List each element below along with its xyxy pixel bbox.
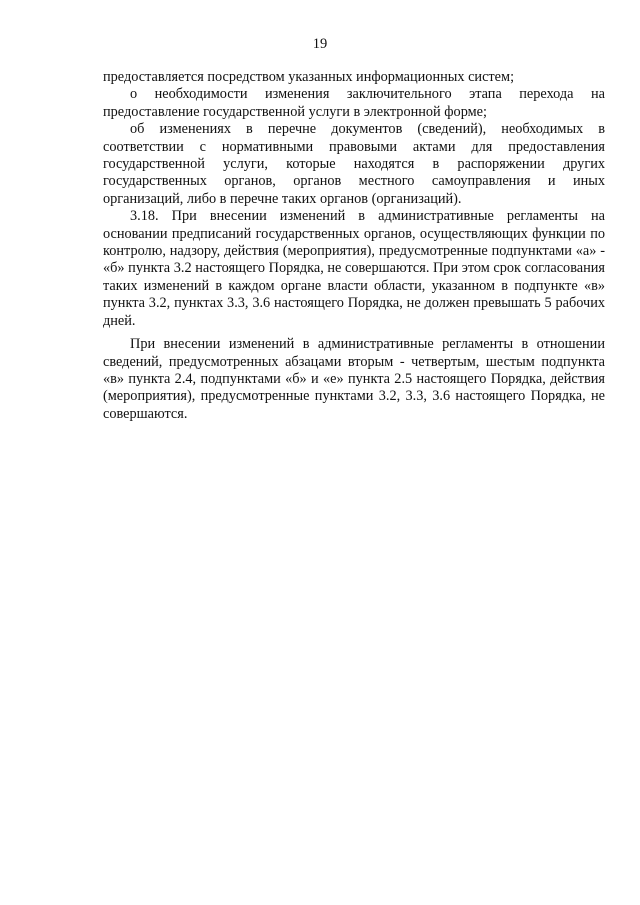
page-number: 19 bbox=[312, 36, 328, 52]
document-body bbox=[103, 69, 605, 423]
paragraph-section-3-18: 3.18. При внесении изменений в административные регламенты на основании предписаний государственных органов, осуществляющих функции по контролю, надзору, действия (мероприятия), предусмотренные подпунктами «а» - «б» пункта 3.2 настоящего Порядка, не совершаются. При этом срок согласования таких изменений в каждом органе власти области, указанном в подпункте «в» пункта 3.2, пунктах 3.3, 3.6 настоящего Порядка, не должен превышать 5 рабочих дней. bbox=[103, 208, 605, 329]
paragraph-regulation-changes: При внесении изменений в административные регламенты в отношении сведений, предусмотренных абзацами вторым - четвертым, шестым подпункта «в» пункта 2.4, подпунктами «б» и «е» пункта 2.5 настоящего Порядка, действия (мероприятия), предусмотренные пунктами 3.2, 3.3, 3.6 настоящего Порядка, не совершаются. bbox=[103, 336, 605, 422]
paragraph-transition-stage: о необходимости изменения заключительного этапа перехода на предоставление государственной услуги в электронной форме; bbox=[103, 86, 605, 120]
paragraph-continuation: предоставляется посредством указанных информационных систем; bbox=[103, 69, 515, 85]
paragraph-document-list-changes: об изменениях в перечне документов (сведений), необходимых в соответствии с нормативными правовыми актами для предоставления государственной услуги, которые находятся в распоряжении других государственных органов, органов местного самоуправления и иных организаций, либо в перечне таких органов (организаций). bbox=[103, 121, 605, 207]
